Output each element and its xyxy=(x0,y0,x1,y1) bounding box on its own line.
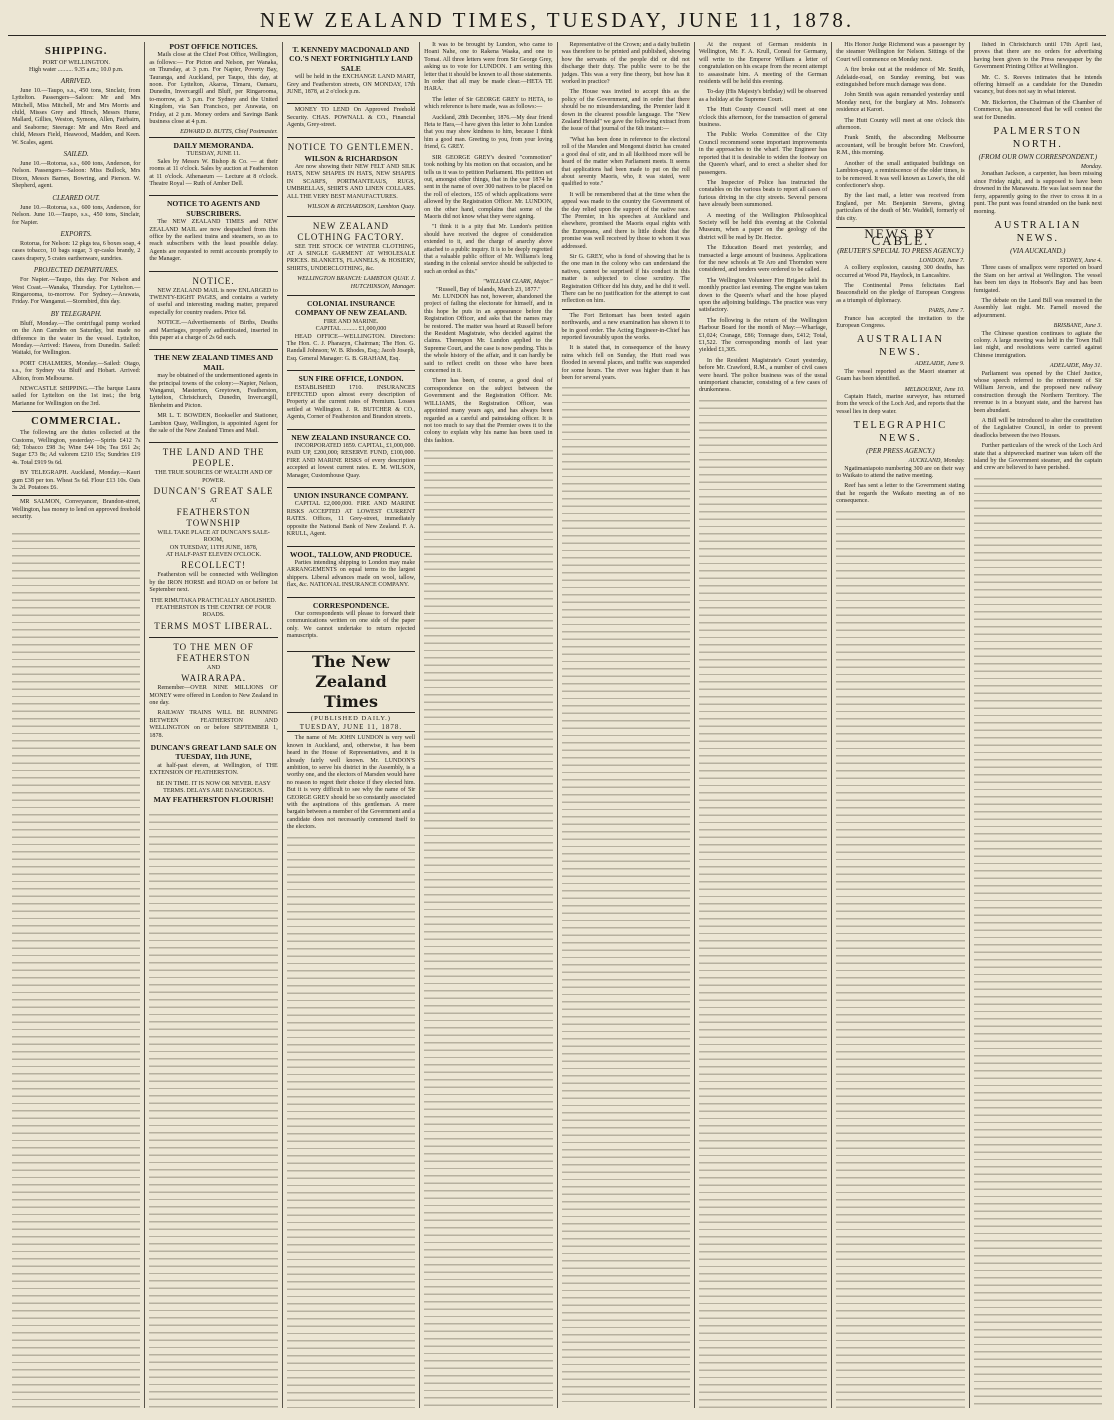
featherston-title: FEATHERSTON TOWNSHIP xyxy=(176,506,251,528)
recollect-text: Featherston will be connected with Wellington by the IRON HORSE and ROAD on or before 1st September next. xyxy=(149,572,278,594)
column-7 xyxy=(832,42,969,1408)
colonial-text: HEAD OFFICE—WELLINGTON. Directors: The Hon. C. J. Pharazyn, Chairman; The Hon. G. Randall Johnson; W. B. Rhodes, Esq.; Jacob Joseph, Esq. General Manager: G. B. GRAHAM, Esq. xyxy=(286,333,416,362)
union-text: CAPITAL £2,000,000. FIRE AND MARINE RISKS ACCEPTED AT LOWEST CURRENT RATES. Offices, 11 Grey-street, immediately opposite the National Bank of New Zealand. F. A. KRULL, Agent. xyxy=(286,501,416,538)
cable-text-1: A colliery explosion, causing 300 deaths, has occurred at Wood Pit, Haydock, in Lancashire. xyxy=(836,265,965,279)
letter-text: It was to be brought by Lundon, who came to Hoani Nahe, one to Rakena Waaka, and one to Tomai. All three letters were from Sir George Grey, asking us to vote for LUNDON. I am writing this letter that it should be known to all those statements. In order that all may be made clear.—HETA TE HARA. xyxy=(424,42,553,93)
col6-text-6: A meeting of the Wellington Philosophical Society will be held this evening at the Colonial Museum, when a paper on the geology of the district will be read by Dr. Hector. xyxy=(698,212,828,241)
rimutaka-text: THE RIMUTAKA PRACTICALLY ABOLISHED. xyxy=(150,597,277,604)
duncan-time: AT HALF-PAST ELEVEN O'CLOCK. xyxy=(165,551,262,558)
wool-title: WOOL, TALLOW, AND PRODUCE. xyxy=(289,549,413,559)
telegraph-heading: BY TELEGRAPH. xyxy=(50,309,102,318)
commercial-telegraph: BY TELEGRAPH. Auckland, Monday.—Kauri gum £38 per ton. Wheat 5s 6d. Flour £13 10s. Oats 3s 2d. Potatoes £6. xyxy=(12,470,141,492)
column-2 xyxy=(145,42,282,1408)
exports-heading: EXPORTS. xyxy=(60,229,92,238)
australian-news-title: AUSTRALIAN NEWS. xyxy=(856,334,944,359)
sunfire-ad xyxy=(287,370,415,428)
palmerston-title: PALMERSTON NORTH. xyxy=(993,126,1083,151)
nz-insurance-text: INCORPORATED 1859. CAPITAL, £1,000,000. PAID UP, £200,000; RESERVE FUND, £100,000. FIRE AND MARINE RISKS of every description accepted at lowest current rates. E. M. WILSON, Manager, Customhouse Quay. xyxy=(286,443,416,479)
wilson-title: WILSON & RICHARDSON xyxy=(304,153,398,163)
newspaper-page xyxy=(8,6,1106,1408)
tel-auckland-dateline: AUCKLAND, Monday. xyxy=(908,458,965,465)
duncan-date: ON TUESDAY, 11TH JUNE, 1878, xyxy=(169,544,258,551)
clothing-ad xyxy=(287,216,415,295)
salmon-advert-text: MR SALMON, Conveyancer, Brandon-street, Wellington, has money to lend on approved freehold security. xyxy=(12,499,141,521)
wilson-sign: WILSON & RICHARDSON, Lambton Quay. xyxy=(307,204,416,211)
col6-text-9: The following is the return of the Wellington Harbour Board for the month of May:—Wharfage, £1,024; Cranage, £86; Tonnage dues, £412; Total, £1,522. The corresponding month of last year yielded £1,305. xyxy=(698,317,828,354)
daily-memo-title: DAILY MEMORANDA. xyxy=(173,140,254,150)
tel-text-2: Reef has sent a letter to the Government stating that he regards the Waikato meeting as of no consequence. xyxy=(836,483,965,505)
commentary-4: There has been, of course, a good deal of correspondence on the subject between the Government and the Registration Officer. Mr. WILLIAMS, the Registration Officer, was appointed many years ago, and has always been regarded as a careful and painstaking officer. It is not too much to say that the Premier owes it to the colony to explain why his name has been used in this fashion. xyxy=(424,378,553,444)
nz-insurance-ad xyxy=(287,429,415,487)
signed-date: "Russell, Bay of Islands, March 23, 1877." xyxy=(436,286,541,293)
col7-text-2: A fire broke out at the residence of Mr. Smith, Adelaide-road, on Sunday evening, but was extinguished before much damage was done. xyxy=(836,67,965,89)
col6-text-8: The Wellington Volunteer Fire Brigade held its monthly practice last evening. The engine was taken down to the Queen's wharf and the hose played upon the adjoining buildings. The practice was very satisfactory. xyxy=(698,277,828,314)
mails-text: Mails close at the Chief Post Office, Wellington, as follows:— For Picton and Nelson, per Wanaka, on Thursday, at 3 p.m. For Napier, Poverty Bay, Tauranga, and Auckland, per Taupo, this day, at noon. For Lyttelton, Akaroa, Timaru, Oamaru, Dunedin, Invercargill and Bluff, per Ringarooma, to-morrow, at 3 p.m. For Sydney and the United Kingdom, via San Francisco, per Arawata, on Friday, at 2 p.m. Money orders and Savings Bank business close at 4 p.m. xyxy=(149,52,278,126)
bowden-text: MR L. T. BOWDEN, Bookseller and Stationer, Lambton Quay, Wellington, is appointed Agent for the sale of the New Zealand Times and Mail. xyxy=(149,413,278,435)
col7-text-6: Another of the small antiquated buildings on Lambton-quay, a reminiscence of the older times, is to be removed. It was well known as Lowe's, the old confectioner's shop. xyxy=(836,160,965,189)
colonial-ad xyxy=(287,295,415,370)
sailed-heading: SAILED. xyxy=(63,150,89,159)
men-and: AND xyxy=(206,664,221,671)
be-in-time: BE IN TIME. IT IS NOW OR NEVER. EASY TERMS. DELAYS ARE DANGEROUS. xyxy=(156,780,271,795)
sunfire-text: ESTABLISHED 1710. INSURANCES EFFECTED upon almost every description of Property at the current rates of Premium. Losses settled at Wellington. J. R. BUTCHER & CO., Agents, Corner of Featherston and Brandon streets. xyxy=(286,384,416,421)
col7-text-7: By the last mail, a letter was received from England, per Mr. Benjamin Stevens, giving particulars of the death of Mr. Waddell, formerly of this city. xyxy=(836,193,965,222)
newcastle-text: NEWCASTLE SHIPPING.—The barque Laura sailed for Lyttelton on the 1st inst.; the brig Marianne for Wellington on the 3rd. xyxy=(12,386,141,407)
clothing-sign: WELLINGTON BRANCH: LAMBTON QUAY. J. HUTCHINSON, Manager. xyxy=(297,276,416,290)
clothing-text: SEE THE STOCK OF WINTER CLOTHING, AT A SINGLE GARMENT AT WHOLESALE PRICES. BLANKETS, FLANNELS, & HOSIERY, SHIRTS, UNDERCLOTHING, &c. xyxy=(286,243,416,272)
letter-head: The letter of Sir GEORGE GREY to HETA, to which reference is here made, was as follows:— xyxy=(424,96,553,111)
signed: "WILLIAM CLARK, Major." xyxy=(483,279,553,286)
cable-text-3: France has accepted the invitation to the European Congress. xyxy=(836,315,965,329)
duncan2-text: at half-past eleven, at Wellington, of THE EXTENSION OF FEATHERSTON. xyxy=(149,762,278,777)
aus8-text-3: The Chinese question continues to agitate the colony. A large meeting was held in the Town Hall last night, and resolutions were carried against Chinese immigration. xyxy=(973,330,1102,359)
notice-agents-ad xyxy=(149,195,277,270)
notice-title: NOTICE. xyxy=(192,275,235,286)
aus8-text-1: Three cases of smallpox were reported on board the Siam on her arrival at Wellington. The vessel has been ten days in Hobson's Bay and has been fumigated. xyxy=(973,265,1102,294)
col5-text-4: It will be remembered that at the time when the appeal was made to the country the Government of the day relied upon the support of the native race. The Premier, in his speeches at Auckland and elsewhere, promised the Maoris equal rights with the Europeans, and there is little doubt that the promise was well received by those to whom it was addressed. xyxy=(561,191,690,250)
duncan-title: DUNCAN'S GREAT SALE xyxy=(153,486,274,497)
aus-brisbane-dateline: BRISBANE, June 3. xyxy=(1053,323,1102,330)
duncan-at: AT xyxy=(209,498,218,505)
high-water: High water .......... 9.35 a.m.; 10.0 p.m. xyxy=(28,67,124,74)
money-lend-ad xyxy=(287,103,415,136)
cable-paris-dateline: PARIS, June 7. xyxy=(928,308,965,315)
tel-text-1: Ngatimaniapoto numbering 300 are on their way to Waikato to attend the native meeting. xyxy=(836,465,965,480)
duncan2-title: DUNCAN'S GREAT LAND SALE ON TUESDAY, 11th JUNE, xyxy=(150,743,277,762)
recollect-title: RECOLLECT! xyxy=(181,560,247,571)
colonial-sub: FIRE AND MARINE. xyxy=(323,318,379,325)
postmaster-sign: EDWARD D. BUTTS, Chief Postmaster. xyxy=(180,129,278,136)
aus8-text-2: The debate on the Land Bill was resumed in the Assembly last night. Mr. Farnell moved the adjournment. xyxy=(973,297,1102,319)
clothing-title: NEW ZEALAND CLOTHING FACTORY. xyxy=(297,220,405,242)
text-continuation xyxy=(12,531,140,1408)
col8-text-2: Mr. C. S. Reeves intimates that he intends offering himself as a candidate for the Dunedin vacancy, but does not say in what interest. xyxy=(973,74,1102,96)
text-continuation xyxy=(974,476,1102,1408)
divider xyxy=(562,309,690,310)
australian-news-title-2: AUSTRALIAN NEWS. xyxy=(994,219,1082,244)
col6-text-10: In the Resident Magistrate's Court yesterday, before Mr. Crawford, R.M., a number of civil cases were heard. The police business was of the usual unimportant character, consisting of a few cases of drunkenness. xyxy=(698,357,828,394)
salmon-advert xyxy=(12,495,140,528)
port-chalmers-text: PORT CHALMERS, Monday.—Sailed: Otago, s.s., for Sydney via Bluff and Hobart. Arrived: Albion, from Melbourne. xyxy=(12,360,141,382)
column-4 xyxy=(420,42,557,1408)
commentary-2: "I think it is a pity that Mr. Lundon's petition should have received the degree of consideration extended to it, and the charge of anarchy above attached to a public inquiry. It is to be deeply regretted that a valuable public officer of Mr. Williams's long standing in the colonial service should be subjected to such an ordeal as this." xyxy=(424,224,553,275)
aus-adelaide-dateline-2: ADELAIDE, May 31. xyxy=(1049,363,1102,370)
cleared-heading: CLEARED OUT. xyxy=(52,193,101,202)
editorial-masthead: The New Zealand Times xyxy=(287,651,415,713)
remember-text: Remember—OVER NINE MILLIONS OF MONEY were offered in London to New Zealand in one day. xyxy=(149,685,278,706)
arrived-text: June 10.—Taupo, s.s., 450 tons, Sinclair, from Lyttelton. Passengers—Saloon: Mr and Mrs Mitchell, Miss Mitchell, Mr and Mrs Morris and child, Misses Grey and Hirsch, Messrs Hume, Mallard, Gillies, Weston, Symons, Allen, Fairbairn, and Seaborne; Steerage: Mr and Mrs Reed and child, Messrs Field, Heawood, Madden, and Keen. W. Scales, agent. xyxy=(12,87,141,146)
daily-memoranda xyxy=(149,137,277,195)
text-continuation xyxy=(836,509,964,1408)
col6-text-5: The Inspector of Police has instructed the constables on the various beats to report all cases of furious driving in the city streets. Several persons have already been summoned. xyxy=(698,179,828,209)
editorial-sub: (PUBLISHED DAILY.) xyxy=(310,714,391,722)
may-featherston: MAY FEATHERSTON FLOURISH! xyxy=(153,795,274,805)
notice-ad xyxy=(149,271,277,350)
col5-text-5: Sir G. GREY, who is fond of showing that he is the one man in the colony who can understand the natives, cannot be surprised if his conduct in this matter is subjected to close scrutiny. The Registration Officer did his duty, and he did it well. There can be no justification for the attempt to cast reflection on him. xyxy=(561,253,690,305)
sailed-text: June 10.—Rotorua, s.s., 600 tons, Anderson, for Nelson. Passengers—Saloon: Miss Bullock, Mrs Dixon, Messrs Barnes, Bowring, and Pierson. W. Shepherd, agent. xyxy=(12,161,141,190)
commentary: SIR GEORGE GREY's desired "commotion" took nothing by his motion on that occasion, and he tells us it was to petition Parliament. His petition set out, amongst other things, that in the year 1874 he sent in the name of over 300 natives to be placed on the roll of electors, 155 of which applications were allowed by the Registration Officer. Mr. LUNDON, on the other hand, complains that some of the Maoris did not know what they were signing. xyxy=(424,154,553,220)
correspondence-title: CORRESPONDENCE. xyxy=(312,600,390,610)
notice-text: NEW ZEALAND MAIL is now ENLARGED to TWENTY-EIGHT PAGES, and contains a variety of useful and interesting reading matter, prepared especially for country readers. Price 6d. xyxy=(149,287,278,316)
col7-text-3: John Smith was again remanded yesterday until Monday next, for the burglary at Mrs. Johnson's residence at Karori. xyxy=(836,92,965,114)
telegraphic-news-title: TELEGRAPHIC NEWS. xyxy=(853,420,948,445)
col5-text-7: It is stated that, in consequence of the heavy rains which fell on Sunday, the Hutt road was flooded in several places, and traffic was suspended for some hours. The river was higher than it has been for several years. xyxy=(561,345,690,382)
leader-text: The name of Mr. JOHN LUNDON is very well known in Auckland, and, otherwise, it has been heard in the House of Representatives, and it is already fairly well known. Mr. LUNDON'S ambition, to serve his district in the Assembly, is a worthy one, and the electors of Marsden would have no reason to regret their choice if they elected him. But it is very difficult to see why the name of Sir GEORGE GREY should be so constantly associated with the aspirations of this gentleman. A mere bargain between a member of the Government and a candidate does not necessarily commend itself to the electors. xyxy=(286,735,416,831)
text-continuation xyxy=(149,812,277,1408)
column-5 xyxy=(558,42,695,1408)
col8-text-3: Mr. Bickerton, the Chairman of the Chamber of Commerce, has announced that he will contest the seat for Dunedin. xyxy=(973,99,1102,121)
cable-sub: (REUTER'S SPECIAL TO PRESS AGENCY.) xyxy=(837,246,964,255)
sunfire-title: SUN FIRE OFFICE, LONDON. xyxy=(298,374,404,384)
text-continuation xyxy=(562,385,690,1408)
correspondence-text: Our correspondents will please to forward their communications written on one side of the paper only. We cannot undertake to return rejected manuscripts. xyxy=(286,610,416,640)
notice-agents-text: The NEW ZEALAND TIMES and NEW ZEALAND MAIL are now despatched from this office by the earliest trains and steamers, so as to reach subscribers with the least possible delay. Agents are requested to remit accounts promptly to the Manager. xyxy=(149,219,278,263)
col7-text-5: Frank Smith, the absconding Melbourne accountant, will be brought before Mr. Crawford, R.M., this morning. xyxy=(836,135,965,157)
column-6 xyxy=(695,42,832,1408)
col6-text-4: The Public Works Committee of the City Council recommend some important improvements in the approaches to the wharf. The Engineer has reported that it is desirable to widen the footway on the Queen's wharf, and to erect a shelter shed for passengers. xyxy=(698,132,828,176)
shipping-title: SHIPPING. xyxy=(44,46,108,57)
kennedy-ad xyxy=(287,42,415,103)
aus-melbourne-dateline: MELBOURNE, June 10. xyxy=(904,386,965,393)
editorial-date: TUESDAY, JUNE 11, 1878. xyxy=(287,724,415,732)
text-continuation xyxy=(699,398,827,1408)
columns xyxy=(8,42,1106,1408)
wool-text: Parties intending shipping to London may make ARRANGEMENTS on equal terms to the largest shippers. Liberal advances made on wool, tallow, flax, &c. NATIONAL INSURANCE COMPANY. xyxy=(286,559,416,589)
times-mail-title: THE NEW ZEALAND TIMES AND MAIL xyxy=(153,353,274,372)
masthead: NEW ZEALAND TIMES, TUESDAY, JUNE 11, 1878. xyxy=(8,6,1106,36)
colonial-title: COLONIAL INSURANCE COMPANY OF NEW ZEALAND. xyxy=(295,298,407,318)
col5-text-2: The House was invited to accept this as the policy of the Government, and in order that there should be no misunderstanding, the Premier laid it down in the clearest possible language. The "New Zealand Herald" we gave the following extract from the issue of that journal of the 6th instant:— xyxy=(561,89,690,133)
col5-text-3: "What has been done in reference to the electoral roll of the Marsden and Mongonui district has created a good deal of stir, and in all likelihood more will be heard of the matter when Parliament meets. It seems that applications had been made to put on the roll about seventy Maoris, who, it was stated, were qualified to vote." xyxy=(561,136,690,188)
col6-text-2: To-day (His Majesty's birthday) will be observed as a holiday at the Supreme Court. xyxy=(698,89,828,103)
col6-text-7: The Education Board met yesterday, and transacted a large amount of business. Applications for the new schools at Te Aro and Thorndon were considered, and tenders were ordered to be called. xyxy=(698,245,828,274)
aus8-text-4: Parliament was opened by the Chief Justice, whose speech referred to the retirement of Sir William Jervois, and the proposed new railway construction through the Northern Territory. The revenue is in a buoyant state, and the harvest has been abundant. xyxy=(973,370,1102,414)
col5-text-1: Representative of the Crown; and a daily bulletin was therefore to be printed and published, showing how the servants of the people did or did not discharge their duty. The public were to be the judges. This was a very fine theory, but how has it worked in practice? xyxy=(561,42,690,86)
centre-text: FEATHERSTON IS THE CENTRE OF FOUR ROADS. xyxy=(156,604,272,619)
exports-text: Rotorua, for Nelson: 12 pkgs tea, 6 boxes soap, 4 cases tobacco, 10 bags sugar, 3 qr-casks brandy, 2 cases drapery, 5 crates earthenware, sundries. xyxy=(12,240,141,262)
men-title: TO THE MEN OF FEATHERSTON xyxy=(173,641,254,663)
land-people-title: THE LAND AND THE PEOPLE. xyxy=(162,447,265,469)
colonial-capital: CAPITAL .......... £1,000,000 xyxy=(315,326,387,333)
duncan-place: WILL TAKE PLACE AT DUNCAN'S SALE-ROOM, xyxy=(157,529,270,544)
palmerston-dateline: Monday. xyxy=(1080,164,1102,171)
union-ad xyxy=(287,487,415,545)
post-office-title: POST OFFICE NOTICES. xyxy=(169,42,258,51)
commentary-3: Mr. LUNDON has not, however, abandoned the project of failing the electorate for himself, and in this hope he puts in an appearance before the Registration Officer, and asks that the names may be restored. The matter was heard at Russell before the Resident Magistrate, who decided against the claims. Thereupon Mr. Lundon applied to the Supreme Court, and the case is now pending. This is the whole history of the affair, and it can hardly be said to reflect credit on those who have been concerned in it. xyxy=(424,294,553,375)
cable-text-2: The Continental Press felicitates Earl Beaconsfield on the pledge of European Congress as a triumph of diplomacy. xyxy=(836,282,965,304)
memo-text: Sales by Messrs W. Bishop & Co. — at their rooms at 11 o'clock. Sales by auction at Featherston at 11 o'clock. Athenaeum — Lecture at 8 o'clock. Theatre Royal — Ruth of Amber Dell. xyxy=(149,158,278,187)
union-title: UNION INSURANCE COMPANY. xyxy=(293,491,409,501)
featherston-men-ad xyxy=(149,637,277,810)
palmerston-sub: (FROM OUR OWN CORRESPONDENT.) xyxy=(978,153,1098,162)
memo-date: TUESDAY, JUNE 11. xyxy=(186,151,241,158)
column-8 xyxy=(970,42,1106,1408)
land-text: THE TRUE SOURCES OF WEALTH AND OF POWER. xyxy=(154,470,273,484)
aus8-text-6: Further particulars of the wreck of the Loch Ard state that a shipwrecked mariner was taken off the island by the Government steamer, and the captain and crew are believed to have perished. xyxy=(973,443,1102,472)
notice-agents-title: NOTICE TO AGENTS AND SUBSCRIBERS. xyxy=(166,199,261,218)
gentlemen-title: NOTICE TO GENTLEMEN. xyxy=(287,141,415,152)
wilson-text: Are now showing their NEW FELT AND SILK HATS, NEW SHAPES IN HATS, NEW SHAPES IN SCARFS, PORTMANTEAUS, RUGS, UMBRELLAS, SHIRTS AND LINEN COLLARS. ALL THE VERY BEST MANUFACTURES. xyxy=(286,164,416,200)
kennedy-title: T. KENNEDY MACDONALD AND CO.'S NEXT FORTNIGHTLY LAND SALE xyxy=(289,45,413,73)
terms-title: TERMS MOST LIBERAL. xyxy=(154,620,273,631)
col5-text-6: The Fort Britomart has been tested again northwards, and a new examination has shown it to be in good order. The Acting Engineer-in-Chief has reported favourably upon the works. xyxy=(561,312,690,342)
telegraph-text: Bluff, Monday.—The centrifugal pump worked on the Ann Camden on Saturday, but made no difference in the water in the vessel. Lyttelton, Monday.—Arrived: Hawea, from Dunedin. Sailed: Waitaki, for Wellington. xyxy=(12,320,141,357)
aus-text-2: Captain Hatch, marine surveyor, has returned from the wreck of the Loch Ard, and reports that the vessel lies in deep water. xyxy=(836,394,965,415)
wairarapa-title: WAIRARAPA. xyxy=(181,673,247,684)
divider xyxy=(12,411,140,412)
cable-london-dateline: LONDON, June 7. xyxy=(919,257,965,264)
times-mail-ad xyxy=(149,349,277,442)
cleared-text: June 10.—Rotorua, s.s., 600 tons, Anderson, for Nelson. June 10.—Taupo, s.s., 450 tons, Sinclair, for Napier. xyxy=(12,204,141,226)
grey-letter: Auckland, 28th December, 1876.—My dear friend Heta te Hara,—I have given this letter to John Lundon that you may show kindness to him, because I think him a good man. Greeting to you, from your loving friend, G. GREY. xyxy=(424,114,553,151)
times-mail-text: may be obtained of the undermentioned agents in the principal towns of the colony:—Napier, Nelson, Wanganui, Masterton, Greytown, Featherston, Lyttelton, Christchurch, Dunedin, Invercargill, Blenheim and Picton. xyxy=(149,373,278,409)
col6-text-3: The Hutt County Council will meet at one o'clock this afternoon, for the transaction of general business. xyxy=(698,107,828,129)
text-continuation xyxy=(424,448,552,1408)
aus8-text-5: A Bill will be introduced to alter the constitution of the Legislative Council, in order to prevent deadlocks between the two Houses. xyxy=(973,418,1102,439)
commercial-title: COMMERCIAL. xyxy=(31,416,122,428)
port-heading: PORT OF WELLINGTON. xyxy=(42,60,110,66)
aus-adelaide-dateline: ADELAIDE, June 9. xyxy=(914,361,965,368)
text-continuation xyxy=(287,835,415,1408)
aus-sydney-dateline: SYDNEY, June 4. xyxy=(1059,257,1102,264)
col6-text-1: At the request of German residents in Wellington, Mr. F. A. Krull, Consul for Germany, will write to the Emperor William a letter of congratulation on his escape from the recent attempt to assassinate him. A meeting of the German residents will be held this evening. xyxy=(698,42,828,86)
railway-text: RAILWAY TRAINS WILL BE RUNNING BETWEEN FEATHERSTON AND WELLINGTON on or before SEPTEMBER 1, 1878. xyxy=(149,710,278,739)
kennedy-text: will be held in the EXCHANGE LAND MART, Grey and Featherston streets, ON MONDAY, 17th JUNE, 1878, at 2 o'clock p.m. xyxy=(286,74,416,96)
palmerston-text: Jonathan Jackson, a carpenter, has been missing since Friday night, and is supposed to have been drowned in the Manawatu. He was last seen near the ferry, apparently going to the river to cross it in a punt. The punt was found stranded on the bank next morning. xyxy=(973,171,1102,215)
correspondence xyxy=(287,597,415,648)
news-by-cable-title: NEWS BY CABLE. xyxy=(836,227,964,245)
projected-text: For Napier.—Taupo, this day. For Nelson and West Coast.—Wanaka, Thursday. For Lyttelton.—Ringarooma, to-morrow. For Sydney.—Arawata, Friday. For Wanganui.—Stormbird, this day. xyxy=(12,277,141,306)
column-3 xyxy=(283,42,420,1408)
wool-ad xyxy=(287,546,415,597)
projected-heading: PROJECTED DEPARTURES. xyxy=(33,266,119,275)
commercial-text: The following are the duties collected at the Customs, Wellington, yesterday:—Spirits £412 7s 6d; Tobacco £98 3s; Wine £44 10s; Tea £61 2s; Sugar £73 8s; Ad valorem £210 15s; Sundries £19 4s. Total £919 9s 6d. xyxy=(12,430,141,466)
col7-text-4: The Hutt County will meet at one o'clock this afternoon. xyxy=(836,117,965,132)
nz-insurance-title: NEW ZEALAND INSURANCE CO. xyxy=(291,432,411,442)
tel-sub: (PER PRESS AGENCY.) xyxy=(866,447,935,456)
column-1 xyxy=(8,42,145,1408)
money-lend-text: MONEY TO LEND On Approved Freehold Security. CHAS. POWNALL & CO., Financial Agents, Grey-street. xyxy=(286,107,416,129)
col8-text-1: lished in Christchurch until 17th April last, proves that there are no orders for advertising having been given to the Press newspaper by the Government Printing Office at Wellington. xyxy=(973,42,1102,71)
duncan-sale-ad xyxy=(149,442,277,636)
aus-sub: (VIA AUCKLAND.) xyxy=(1010,246,1066,255)
gentlemen-ad xyxy=(287,137,415,216)
col7-text-1: His Honor Judge Richmond was a passenger by the steamer Wellington for Nelson. Sittings of the Court will commence on Monday next. xyxy=(836,42,965,63)
notice2-text: NOTICE.—Advertisements of Births, Deaths and Marriages, properly authenticated, inserted in this paper at a charge of 2s 6d each. xyxy=(149,320,278,341)
aus-text-1: The vessel reported as the Maori steamer at Guam has been identified. xyxy=(836,368,965,383)
arrived-heading: ARRIVED. xyxy=(60,76,92,85)
